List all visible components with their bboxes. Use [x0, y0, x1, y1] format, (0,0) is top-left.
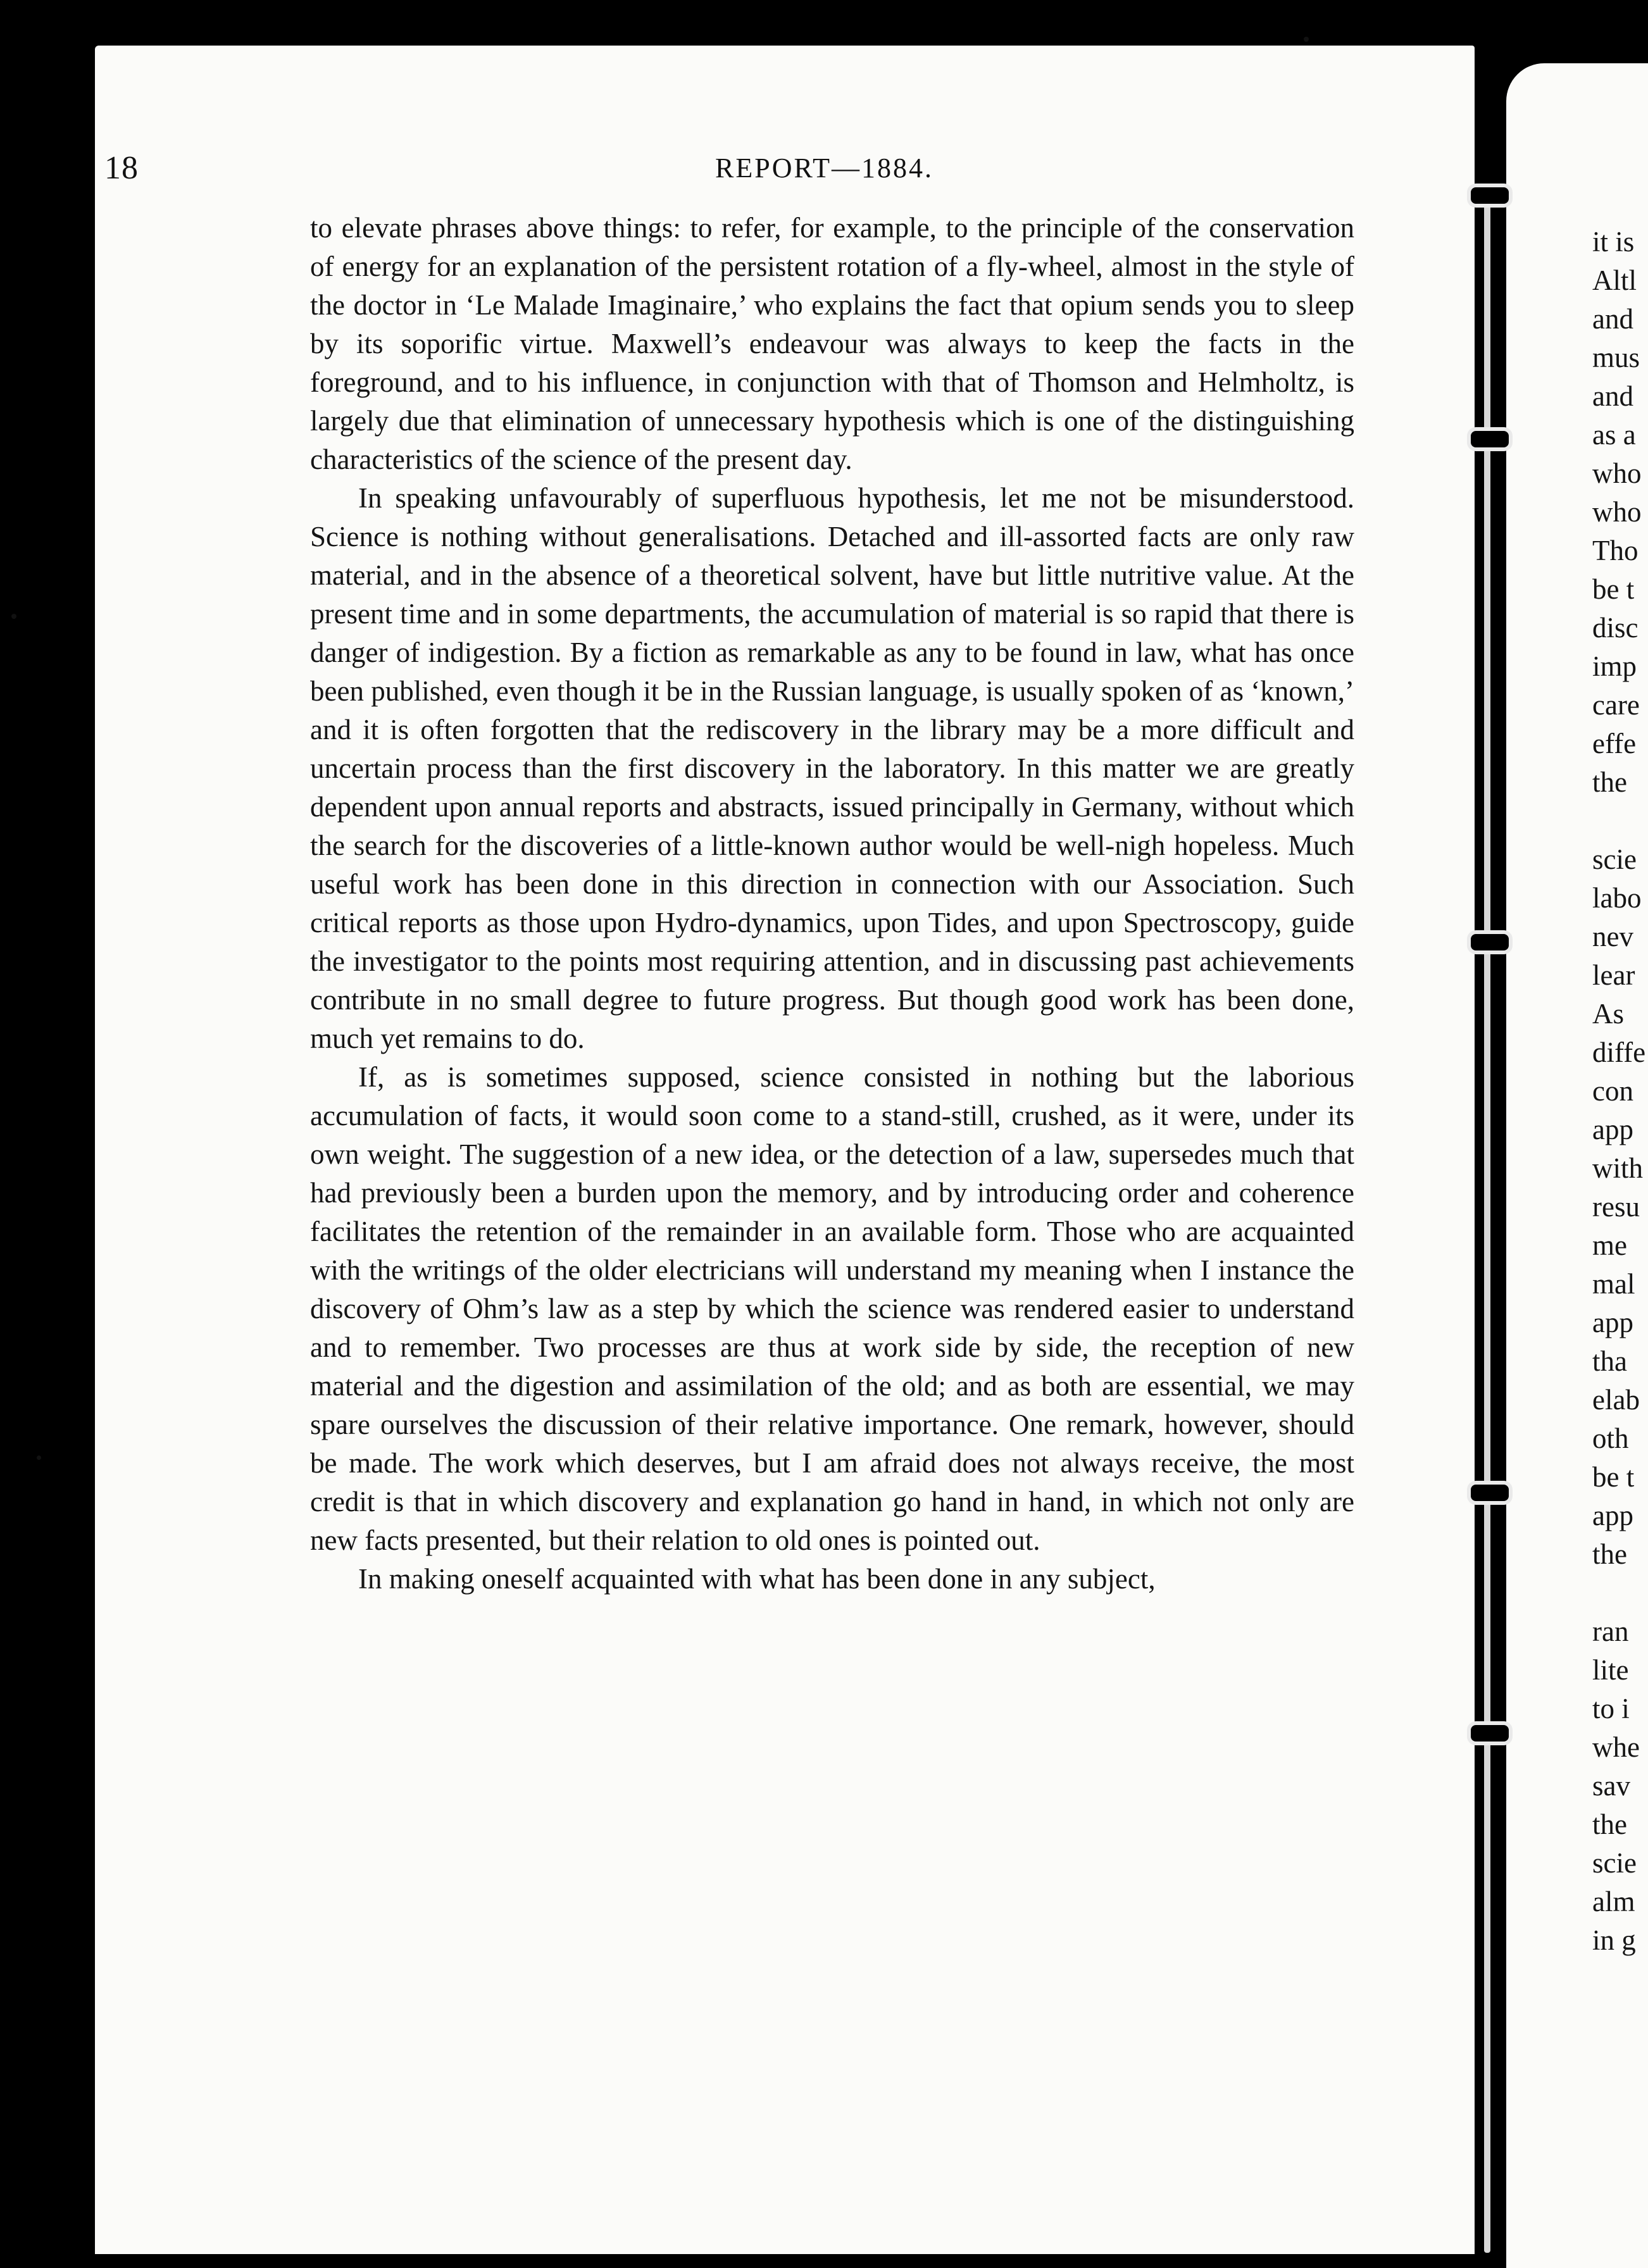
facing-page-fragment: lear	[1592, 959, 1635, 991]
facing-page-fragment: oth	[1592, 1423, 1629, 1454]
page-number: 18	[104, 150, 139, 186]
facing-page-fragment: sav	[1592, 1770, 1630, 1802]
facing-page-fragment: the	[1592, 1809, 1627, 1840]
facing-page-fragment: who	[1592, 458, 1642, 489]
facing-page-text-fragments	[1592, 223, 1648, 1960]
facing-page-fragment: elab	[1592, 1384, 1640, 1416]
facing-page-fragment: Altl	[1592, 265, 1637, 296]
running-title: REPORT—1884.	[715, 153, 934, 184]
binding-stitch	[1467, 930, 1513, 954]
facing-page-fragment: ran	[1592, 1616, 1629, 1647]
facing-page-fragment: me	[1592, 1230, 1627, 1261]
facing-page-fragment: app	[1592, 1114, 1633, 1145]
facing-page-fragment: scie	[1592, 844, 1637, 875]
binding-thread	[1484, 190, 1490, 2253]
facing-page-fragment: as a	[1592, 419, 1636, 451]
facing-page-fragment	[1592, 1574, 1648, 1612]
facing-page-fragment: scie	[1592, 1847, 1637, 1879]
facing-page-fragment: to i	[1592, 1693, 1630, 1724]
facing-page-fragment: effe	[1592, 728, 1637, 759]
facing-page-fragment: As	[1592, 998, 1625, 1030]
facing-page-fragment: app	[1592, 1307, 1633, 1338]
facing-page-fragment: who	[1592, 496, 1642, 528]
scan-speck	[1304, 37, 1309, 42]
body-text	[310, 209, 1354, 1598]
paragraph: to elevate phrases above things: to refer, for example, to the principle of the conservation of energy for an explanation of the persistent rotation of a fly-wheel, almost in the style of the doctor in ‘Le Malade Imaginaire,’ who explains the fact that opium sends you to sleep by its soporific virtue. Maxwell’s endeavour was always to keep the facts in the foreground, and to his influence, in conjunction with that of Thomson and Helmholtz, is largely due that elimination of unnecessary hypothesis which is one of the distinguishing characteristics of the science of the present day.	[310, 212, 1354, 475]
facing-page-fragment: and	[1592, 303, 1633, 335]
scan-speck	[11, 614, 16, 619]
facing-page-fragment: the	[1592, 1538, 1627, 1570]
facing-page-fragment: diffe	[1592, 1037, 1646, 1068]
facing-page-fragment: mus	[1592, 342, 1640, 373]
binding-stitch	[1467, 427, 1513, 451]
paragraph: In making oneself acquainted with what has been done in any subject,	[358, 1563, 1156, 1595]
facing-page-fragment: con	[1592, 1075, 1633, 1107]
paragraph: In speaking unfavourably of superfluous hypothesis, let me not be misunderstood. Science is nothing without generalisations. Detached and ill-assorted facts are only raw material, and in the absence of a theoretical solvent, have but little nutritive value. At the present time and in some departments, the accumulation of material is so rapid that there is danger of indigestion. By a fiction as remarkable as any to be found in law, what has once been published, even though it be in the Russian language, is usually spoken of as ‘known,’ and it is often forgotten that the rediscovery in the library may be a more difficult and uncertain process than the first discovery in the laboratory. In this matter we are greatly dependent upon annual reports and abstracts, issued principally in Germany, without which the search for the discoveries of a little-known author would be well-nigh hopeless. Much useful work has been done in this direction in connection with our Association. Such critical reports as those upon Hydro-dynamics, upon Tides, and upon Spectroscopy, guide the investigator to the points most requiring attention, and in discussing past achievements contribute in no small degree to future progress. But though good work has been done, much yet remains to do.	[310, 482, 1354, 1054]
binding-stitch	[1467, 1481, 1513, 1505]
facing-page-fragment: resu	[1592, 1191, 1640, 1223]
scan-speck	[37, 1455, 41, 1460]
facing-page-fragment: lite	[1592, 1654, 1629, 1686]
facing-page-fragment: imp	[1592, 651, 1637, 682]
facing-page-fragment: the	[1592, 766, 1627, 798]
facing-page-fragment: it is	[1592, 226, 1635, 258]
facing-page-fragment: care	[1592, 689, 1640, 721]
binding-stitch	[1467, 184, 1513, 208]
facing-page-fragment: Tho	[1592, 535, 1639, 566]
facing-page-fragment: disc	[1592, 612, 1639, 644]
facing-page-fragment: whe	[1592, 1731, 1640, 1763]
facing-page-fragment: be t	[1592, 573, 1635, 605]
binding-stitch	[1467, 1721, 1513, 1745]
facing-page-fragment: app	[1592, 1500, 1633, 1531]
facing-page-fragment: mal	[1592, 1268, 1635, 1300]
facing-page-fragment: in g	[1592, 1924, 1636, 1956]
facing-page-fragment: be t	[1592, 1461, 1635, 1493]
facing-page-fragment: tha	[1592, 1345, 1627, 1377]
facing-page-fragment: alm	[1592, 1886, 1635, 1917]
paragraph: If, as is sometimes supposed, science consisted in nothing but the laborious accumulation of facts, it would soon come to a stand-still, crushed, as it were, under its own weight. The suggestion of a new idea, or the detection of a law, supersedes much that had previously been a burden upon the memory, and by introducing order and coherence facilitates the retention of the remainder in an available form. Those who are acquainted with the writings of the older electricians will understand my meaning when I instance the discovery of Ohm’s law as a step by which the science was rendered easier to understand and to remember. Two processes are thus at work side by side, the reception of new material and the digestion and assimilation of the old; and as both are essential, we may spare ourselves the discussion of their relative importance. One remark, however, should be made. The work which deserves, but I am afraid does not always receive, the most credit is that in which discovery and explanation go hand in hand, in which not only are new facts presented, but their relation to old ones is pointed out.	[310, 1061, 1354, 1556]
facing-page-fragment: nev	[1592, 921, 1633, 952]
facing-page-fragment: labo	[1592, 882, 1642, 914]
facing-page-fragment: with	[1592, 1152, 1644, 1184]
facing-page-fragment: and	[1592, 380, 1633, 412]
facing-page-fragment	[1592, 802, 1648, 840]
